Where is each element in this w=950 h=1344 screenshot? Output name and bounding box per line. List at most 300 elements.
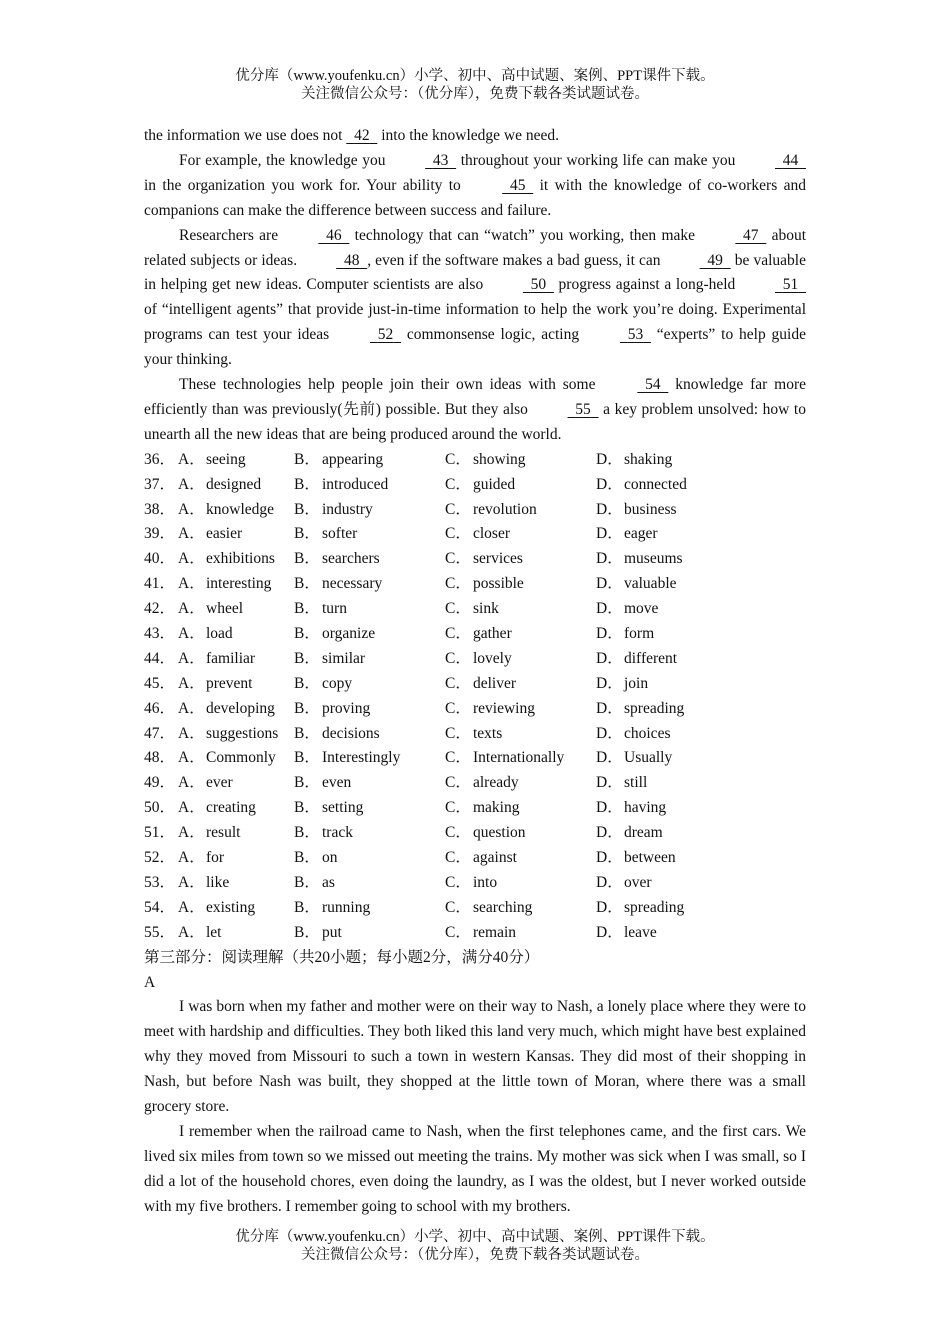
option-row — [144, 921, 806, 946]
option-word: easier — [206, 525, 243, 543]
option-c — [445, 597, 596, 622]
option-word: already — [473, 774, 519, 792]
option-row — [144, 622, 806, 647]
blank-53: 53 — [627, 326, 644, 344]
footer-line-1: 优分库（www.youfenku.cn）小学、初中、高中试题、案例、PPT课件下载。 — [235, 1229, 715, 1245]
option-letter: B． — [294, 600, 320, 618]
option-letter: C． — [445, 898, 471, 916]
option-letter: C． — [445, 674, 471, 692]
option-word: lovely — [473, 649, 512, 667]
option-letter: A． — [178, 724, 205, 742]
option-c — [445, 572, 596, 597]
option-word: dream — [624, 824, 663, 842]
option-a — [178, 846, 294, 871]
option-word: museums — [624, 550, 683, 568]
question-number: 55． — [144, 923, 176, 941]
blank-43: 43 — [432, 151, 449, 169]
option-word: closer — [473, 525, 511, 543]
option-b — [294, 547, 445, 572]
option-letter: C． — [445, 500, 471, 518]
option-letter: A． — [178, 849, 205, 867]
option-c — [445, 871, 596, 896]
option-row — [144, 697, 806, 722]
option-d — [596, 547, 776, 572]
option-word: turn — [322, 600, 347, 618]
option-c — [445, 547, 596, 572]
option-word: having — [624, 799, 667, 817]
footer-line-2: 关注微信公众号：（优分库），免费下载各类试题试卷。 — [301, 1247, 649, 1263]
option-d — [596, 672, 776, 697]
option-word: remain — [473, 923, 517, 941]
option-letter: C． — [445, 550, 471, 568]
option-c — [445, 697, 596, 722]
option-word: familiar — [206, 649, 256, 667]
option-d — [596, 622, 776, 647]
option-word: proving — [322, 699, 371, 717]
option-word: necessary — [322, 575, 383, 593]
option-word: suggestions — [206, 724, 279, 742]
passage-paragraph-3: Researchers are 46 technology that can “watch” you working, then make 47 about related subjects or ideas. 48 , even if the software makes a bad guess, it can 49 be valuable in helping get new ideas. Computer scientists are also 50 progress against a long-held 51 of “intelligent agents” that provide just-in-time information to help the work you’re doing. Experimental programs can test your ideas 52 commonsense logic, acting 53 “experts” to help guide your thinking. — [144, 224, 806, 373]
option-letter: A． — [178, 575, 205, 593]
option-word: result — [206, 824, 241, 842]
option-d — [596, 448, 776, 473]
question-number: 53． — [144, 873, 176, 891]
option-letter: B． — [294, 824, 320, 842]
option-letter: C． — [445, 873, 471, 891]
option-c — [445, 771, 596, 796]
blank-47: 47 — [743, 226, 759, 244]
option-letter: D． — [596, 550, 623, 568]
option-b — [294, 647, 445, 672]
option-b — [294, 622, 445, 647]
option-letter: C． — [445, 600, 471, 618]
option-d — [596, 921, 776, 946]
option-word: seeing — [206, 450, 246, 468]
option-a — [178, 647, 294, 672]
question-number: 38． — [144, 500, 176, 518]
option-letter: D． — [596, 450, 623, 468]
option-word: copy — [322, 674, 353, 692]
option-word: spreading — [624, 898, 685, 916]
option-word: choices — [624, 724, 671, 742]
option-word: gather — [473, 625, 512, 643]
option-word: showing — [473, 450, 526, 468]
option-d — [596, 522, 776, 547]
option-row — [144, 597, 806, 622]
passage-paragraph-1: the information we use does not 42 into the knowledge we need. — [144, 124, 806, 149]
option-letter: B． — [294, 450, 320, 468]
option-word: organize — [322, 625, 376, 643]
option-letter: C． — [445, 649, 471, 667]
option-word: like — [206, 873, 230, 891]
option-letter: B． — [294, 774, 320, 792]
option-d — [596, 796, 776, 821]
option-row — [144, 647, 806, 672]
option-c — [445, 796, 596, 821]
option-d — [596, 896, 776, 921]
blank-52: 52 — [377, 326, 394, 344]
option-a — [178, 746, 294, 771]
option-letter: A． — [178, 625, 205, 643]
option-word: creating — [206, 799, 256, 817]
option-letter: A． — [178, 824, 205, 842]
option-d — [596, 498, 776, 523]
option-letter: D． — [596, 873, 623, 891]
option-word: question — [473, 824, 526, 842]
option-letter: B． — [294, 475, 320, 493]
option-b — [294, 871, 445, 896]
option-b — [294, 796, 445, 821]
option-a — [178, 622, 294, 647]
option-b — [294, 498, 445, 523]
option-letter: C． — [445, 774, 471, 792]
question-number: 50． — [144, 799, 176, 817]
option-a — [178, 547, 294, 572]
option-d — [596, 771, 776, 796]
option-row — [144, 547, 806, 572]
option-a — [178, 921, 294, 946]
option-word: eager — [624, 525, 658, 543]
option-letter: B． — [294, 500, 320, 518]
question-number: 51． — [144, 824, 176, 842]
option-letter: C． — [445, 849, 471, 867]
option-d — [596, 697, 776, 722]
option-letter: D． — [596, 600, 623, 618]
option-row — [144, 796, 806, 821]
passage-paragraph-2: For example, the knowledge you 43 throughout your working life can make you 44 in the organization you work for. Your ability to 45 it with the knowledge of co-workers and companions can make the difference between success and failure. — [144, 149, 806, 224]
question-number: 36． — [144, 450, 176, 468]
option-letter: C． — [445, 749, 471, 767]
question-number: 43． — [144, 625, 176, 643]
option-b — [294, 473, 445, 498]
option-word: softer — [322, 525, 358, 543]
option-word: leave — [624, 923, 657, 941]
question-number: 49． — [144, 774, 176, 792]
option-d — [596, 572, 776, 597]
option-word: move — [624, 600, 659, 618]
option-d — [596, 821, 776, 846]
option-letter: B． — [294, 849, 320, 867]
option-letter: B． — [294, 625, 320, 643]
option-letter: D． — [596, 724, 623, 742]
option-letter: C． — [445, 525, 471, 543]
option-letter: B． — [294, 898, 320, 916]
option-c — [445, 672, 596, 697]
option-b — [294, 921, 445, 946]
option-c — [445, 896, 596, 921]
option-letter: B． — [294, 724, 320, 742]
question-number: 48． — [144, 749, 176, 767]
option-letter: D． — [596, 898, 623, 916]
option-a — [178, 771, 294, 796]
option-letter: A． — [178, 923, 205, 941]
option-c — [445, 622, 596, 647]
blank-49: 49 — [707, 251, 723, 269]
blank-48: 48 — [343, 251, 360, 269]
option-letter: D． — [596, 923, 623, 941]
option-word: similar — [322, 649, 366, 667]
option-word: decisions — [322, 724, 380, 742]
question-number: 40． — [144, 550, 176, 568]
option-row — [144, 871, 806, 896]
option-word: introduced — [322, 475, 389, 493]
option-c — [445, 746, 596, 771]
option-letter: D． — [596, 824, 623, 842]
option-letter: D． — [596, 849, 623, 867]
question-number: 52． — [144, 849, 176, 867]
blank-51: 51 — [782, 276, 799, 294]
option-letter: D． — [596, 525, 623, 543]
option-a — [178, 871, 294, 896]
option-b — [294, 522, 445, 547]
option-row — [144, 746, 806, 771]
option-letter: C． — [445, 699, 471, 717]
reading-paragraph-2: I remember when the railroad came to Nash, when the first telephones came, and the first cars. We lived six miles from town so we missed out meeting the trains. My mother was sick when I was small, so I did a lot of the household chores, even doing the laundry, as I was the oldest, but I never worked outside with my five brothers. I remember going to school with my brothers. — [144, 1122, 806, 1215]
option-letter: C． — [445, 625, 471, 643]
option-word: for — [206, 849, 225, 867]
option-row — [144, 846, 806, 871]
option-letter: C． — [445, 475, 471, 493]
option-c — [445, 722, 596, 747]
blank-50: 50 — [530, 276, 547, 294]
option-letter: C． — [445, 799, 471, 817]
option-letter: B． — [294, 525, 320, 543]
option-word: making — [473, 799, 520, 817]
option-a — [178, 796, 294, 821]
option-letter: A． — [178, 500, 205, 518]
option-letter: B． — [294, 550, 320, 568]
option-d — [596, 647, 776, 672]
option-letter: A． — [178, 674, 205, 692]
option-row — [144, 771, 806, 796]
blank-44: 44 — [782, 151, 799, 169]
question-number: 41． — [144, 575, 176, 593]
option-word: into — [473, 873, 498, 891]
option-a — [178, 473, 294, 498]
option-letter: C． — [445, 923, 471, 941]
option-word: revolution — [473, 500, 537, 518]
option-letter: A． — [178, 550, 205, 568]
question-number: 42． — [144, 600, 176, 618]
option-letter: D． — [596, 774, 623, 792]
option-letter: D． — [596, 699, 623, 717]
option-word: form — [624, 625, 655, 643]
option-letter: B． — [294, 575, 320, 593]
option-a — [178, 498, 294, 523]
option-letter: D． — [596, 674, 623, 692]
option-word: Usually — [624, 749, 673, 767]
page-header — [0, 67, 950, 103]
page-footer — [0, 1228, 950, 1264]
blank-54: 54 — [645, 376, 661, 394]
option-c — [445, 448, 596, 473]
question-number: 54． — [144, 898, 176, 916]
option-letter: A． — [178, 799, 205, 817]
option-a — [178, 522, 294, 547]
option-a — [178, 722, 294, 747]
option-b — [294, 672, 445, 697]
option-word: reviewing — [473, 699, 535, 717]
option-letter: D． — [596, 749, 623, 767]
option-b — [294, 697, 445, 722]
option-b — [294, 746, 445, 771]
option-word: existing — [206, 898, 256, 916]
blank-55: 55 — [575, 400, 591, 418]
question-number: 45． — [144, 674, 176, 692]
option-word: even — [322, 774, 352, 792]
option-word: wheel — [206, 600, 244, 618]
blank-45: 45 — [509, 176, 526, 194]
option-word: join — [624, 674, 649, 692]
option-word: still — [624, 774, 648, 792]
option-a — [178, 697, 294, 722]
option-letter: D． — [596, 575, 623, 593]
option-word: put — [322, 923, 342, 941]
option-letter: A． — [178, 749, 205, 767]
option-word: between — [624, 849, 676, 867]
option-word: ever — [206, 774, 233, 792]
option-d — [596, 473, 776, 498]
option-row — [144, 896, 806, 921]
option-word: Interestingly — [322, 749, 401, 767]
option-a — [178, 672, 294, 697]
option-letter: A． — [178, 699, 205, 717]
option-word: business — [624, 500, 677, 518]
question-number: 39． — [144, 525, 176, 543]
option-row — [144, 672, 806, 697]
option-word: exhibitions — [206, 550, 275, 568]
option-word: load — [206, 625, 233, 643]
option-letter: D． — [596, 625, 623, 643]
option-letter: A． — [178, 873, 205, 891]
options-list — [144, 448, 806, 946]
question-number: 47． — [144, 724, 176, 742]
option-letter: C． — [445, 450, 471, 468]
option-d — [596, 722, 776, 747]
option-letter: C． — [445, 824, 471, 842]
option-word: sink — [473, 600, 499, 618]
option-a — [178, 896, 294, 921]
option-word: guided — [473, 475, 516, 493]
option-a — [178, 821, 294, 846]
option-letter: B． — [294, 699, 320, 717]
option-word: services — [473, 550, 523, 568]
option-b — [294, 846, 445, 871]
option-word: knowledge — [206, 500, 275, 518]
option-word: deliver — [473, 674, 517, 692]
option-word: different — [624, 649, 678, 667]
blank-46: 46 — [326, 226, 342, 244]
option-c — [445, 498, 596, 523]
option-word: spreading — [624, 699, 685, 717]
question-number: 44． — [144, 649, 176, 667]
option-letter: A． — [178, 774, 205, 792]
option-b — [294, 771, 445, 796]
option-word: valuable — [624, 575, 677, 593]
option-d — [596, 846, 776, 871]
option-word: let — [206, 923, 222, 941]
option-word: possible — [473, 575, 524, 593]
option-c — [445, 647, 596, 672]
option-a — [178, 572, 294, 597]
option-letter: B． — [294, 749, 320, 767]
option-word: against — [473, 849, 517, 867]
option-row — [144, 522, 806, 547]
option-letter: A． — [178, 649, 205, 667]
option-letter: D． — [596, 799, 623, 817]
question-number: 46． — [144, 699, 176, 717]
option-c — [445, 921, 596, 946]
option-letter: A． — [178, 475, 205, 493]
option-word: interesting — [206, 575, 272, 593]
option-word: shaking — [624, 450, 673, 468]
part-label: A — [144, 973, 156, 991]
blank-42: 42 — [354, 127, 370, 144]
option-letter: B． — [294, 799, 320, 817]
option-d — [596, 746, 776, 771]
option-b — [294, 448, 445, 473]
option-letter: A． — [178, 898, 205, 916]
option-word: running — [322, 898, 371, 916]
section-heading: 第三部分：阅读理解（共20小题；每小题2分，满分40分） — [144, 948, 540, 966]
option-word: Commonly — [206, 749, 276, 767]
option-c — [445, 473, 596, 498]
option-letter: A． — [178, 450, 205, 468]
option-a — [178, 597, 294, 622]
option-letter: A． — [178, 525, 205, 543]
option-letter: C． — [445, 724, 471, 742]
option-b — [294, 896, 445, 921]
option-c — [445, 522, 596, 547]
document-body — [144, 124, 806, 1220]
option-letter: A． — [178, 600, 205, 618]
option-b — [294, 597, 445, 622]
option-c — [445, 846, 596, 871]
option-word: prevent — [206, 674, 253, 692]
option-word: texts — [473, 724, 503, 742]
option-word: designed — [206, 475, 262, 493]
option-letter: D． — [596, 500, 623, 518]
option-word: searchers — [322, 550, 380, 568]
option-b — [294, 722, 445, 747]
passage-paragraph-4: These technologies help people join their own ideas with some 54 knowledge far more efficiently than was previously(先前) possible. But they also 55 a key problem unsolved: how to unearth all the new ideas that are being produced around the world. — [144, 373, 806, 448]
option-row — [144, 821, 806, 846]
option-word: connected — [624, 475, 687, 493]
option-d — [596, 597, 776, 622]
option-word: over — [624, 873, 652, 891]
option-letter: B． — [294, 649, 320, 667]
header-line-1: 优分库（www.youfenku.cn）小学、初中、高中试题、案例、PPT课件下载。 — [235, 68, 715, 84]
option-letter: B． — [294, 873, 320, 891]
option-d — [596, 871, 776, 896]
option-a — [178, 448, 294, 473]
option-row — [144, 473, 806, 498]
option-word: Internationally — [473, 749, 565, 767]
option-row — [144, 498, 806, 523]
option-row — [144, 572, 806, 597]
option-row — [144, 448, 806, 473]
option-word: track — [322, 824, 353, 842]
option-word: industry — [322, 500, 373, 518]
header-line-2: 关注微信公众号：（优分库），免费下载各类试题试卷。 — [301, 86, 649, 102]
option-letter: B． — [294, 923, 320, 941]
option-word: as — [322, 873, 335, 891]
option-b — [294, 572, 445, 597]
option-word: appearing — [322, 450, 384, 468]
option-letter: D． — [596, 649, 623, 667]
option-word: searching — [473, 898, 533, 916]
option-c — [445, 821, 596, 846]
